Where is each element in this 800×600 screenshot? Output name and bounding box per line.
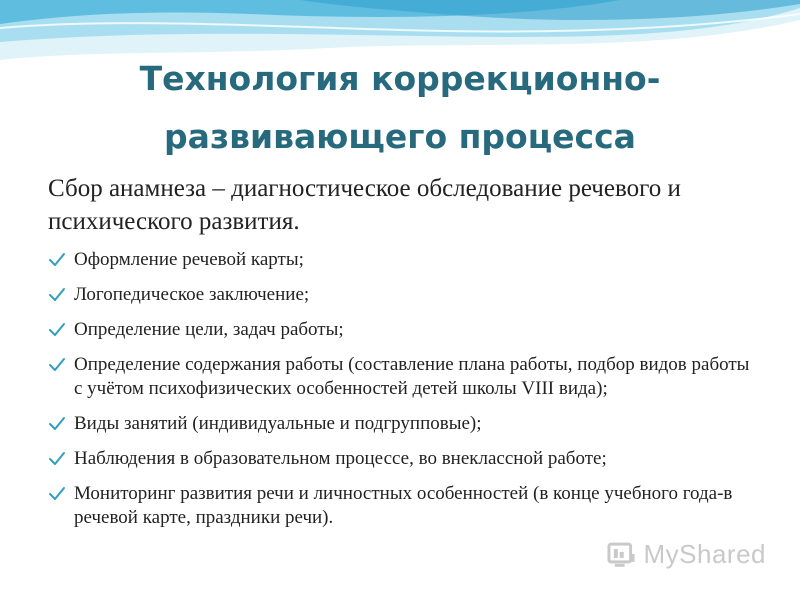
- checkmark-icon: [48, 356, 66, 374]
- bullet-text: Наблюдения в образовательном процессе, во внеклассной работе;: [74, 448, 607, 469]
- watermark-text: MyShared: [643, 538, 766, 569]
- bullet-text: Виды занятий (индивидуальные и подгрупповые);: [74, 413, 482, 434]
- slide-title: [0, 50, 800, 166]
- lead-paragraph: Сбор анамнеза – диагностическое обследование речевого и психического развития.: [48, 175, 681, 235]
- bullet-item: [48, 412, 758, 436]
- checkmark-icon: [48, 321, 66, 339]
- bullet-list: [48, 248, 758, 541]
- checkmark-icon: [48, 450, 66, 468]
- watermark: [606, 534, 766, 574]
- bullet-text: Логопедическое заключение;: [74, 284, 310, 305]
- bullet-text: Мониторинг развития речи и личностных особенностей (в конце учебного года-в речевой карте, праздники речи).: [74, 483, 733, 528]
- bullet-item: [48, 318, 758, 342]
- bullet-item: [48, 248, 758, 272]
- bullet-item: [48, 482, 758, 530]
- bullet-item: [48, 353, 758, 401]
- checkmark-icon: [48, 251, 66, 269]
- bullet-item: [48, 283, 758, 307]
- slide-title-line-1: Технология коррекционно-: [139, 59, 661, 98]
- bullet-text: Оформление речевой карты;: [74, 249, 304, 270]
- bullet-item: [48, 447, 758, 471]
- bullet-text: Определение цели, задач работы;: [74, 319, 344, 340]
- checkmark-icon: [48, 485, 66, 503]
- checkmark-icon: [48, 415, 66, 433]
- slide-title-line-2: развивающего процесса: [164, 117, 636, 156]
- myshared-logo-icon: [606, 538, 638, 570]
- checkmark-icon: [48, 286, 66, 304]
- bullet-text: Определение содержания работы (составление плана работы, подбор видов работы с учётом психофизических особенностей детей школы VIII вида);: [74, 354, 750, 399]
